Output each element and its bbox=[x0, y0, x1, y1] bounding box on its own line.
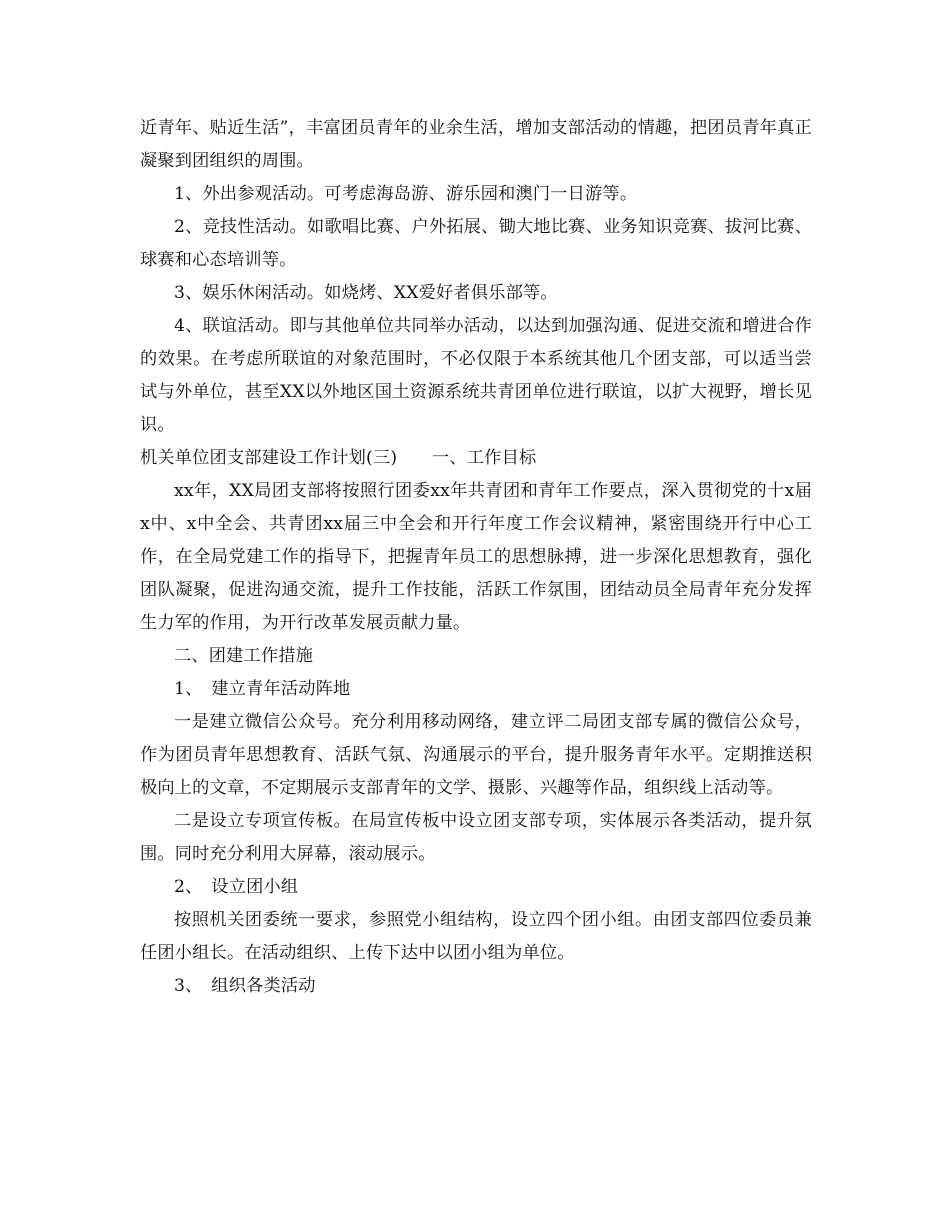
paragraph-13: 按照机关团委统一要求，参照党小组结构，设立四个团小组。由团支部四位委员兼任团小组长。在活动组织、上传下达中以团小组为单位。 bbox=[140, 910, 812, 963]
subheading-measures: 二、团建工作措施 bbox=[174, 646, 314, 666]
paragraph-4: 3、娱乐休闲活动。如烧烤、XX爱好者俱乐部等。 bbox=[174, 283, 558, 303]
section-heading-3: 机关单位团支部建设工作计划(三) 一、工作目标 bbox=[140, 448, 537, 468]
paragraph-1: 近青年、贴近生活”，丰富团员青年的业余生活，增加支部活动的情趣，把团员青年真正凝聚到团组织的周围。 bbox=[140, 118, 812, 171]
item-heading-3: 3、 组织各类活动 bbox=[174, 976, 316, 996]
paragraph-5: 4、联谊活动。即与其他单位共同举办活动，以达到加强沟通、促进交流和增进合作的效果。在考虑所联谊的对象范围时，不必仅限于本系统其他几个团支部，可以适当尝试与外单位，甚至XX以外地区国土资源系统共青团单位进行联谊，以扩大视野，增长见识。 bbox=[140, 316, 812, 435]
document-page bbox=[140, 112, 812, 1003]
item-heading-2: 2、 设立团小组 bbox=[174, 877, 299, 897]
item-heading-1: 1、 建立青年活动阵地 bbox=[174, 679, 351, 699]
paragraph-10: 一是建立微信公众号。充分利用移动网络，建立评二局团支部专属的微信公众号，作为团员青年思想教育、活跃气氛、沟通展示的平台，提升服务青年水平。定期推送积极向上的文章，不定期展示支部青年的文学、摄影、兴趣等作品，组织线上活动等。 bbox=[140, 712, 812, 798]
paragraph-7: xx年，XX局团支部将按照行团委xx年共青团和青年工作要点，深入贯彻党的十x届x中、x中全会、共青团xx届三中全会和开行年度工作会议精神，紧密围绕开行中心工作，在全局党建工作的指导下，把握青年员工的思想脉搏，进一步深化思想教育，强化团队凝聚，促进沟通交流，提升工作技能，活跃工作氛围，团结动员全局青年充分发挥生力军的作用，为开行改革发展贡献力量。 bbox=[140, 481, 812, 633]
paragraph-11: 二是设立专项宣传板。在局宣传板中设立团支部专项，实体展示各类活动，提升氛围。同时充分利用大屏幕，滚动展示。 bbox=[140, 811, 812, 864]
paragraph-2: 1、外出参观活动。可考虑海岛游、游乐园和澳门一日游等。 bbox=[174, 184, 638, 204]
paragraph-3: 2、竞技性活动。如歌唱比赛、户外拓展、锄大地比赛、业务知识竞赛、拔河比赛、球赛和心态培训等。 bbox=[140, 217, 812, 270]
